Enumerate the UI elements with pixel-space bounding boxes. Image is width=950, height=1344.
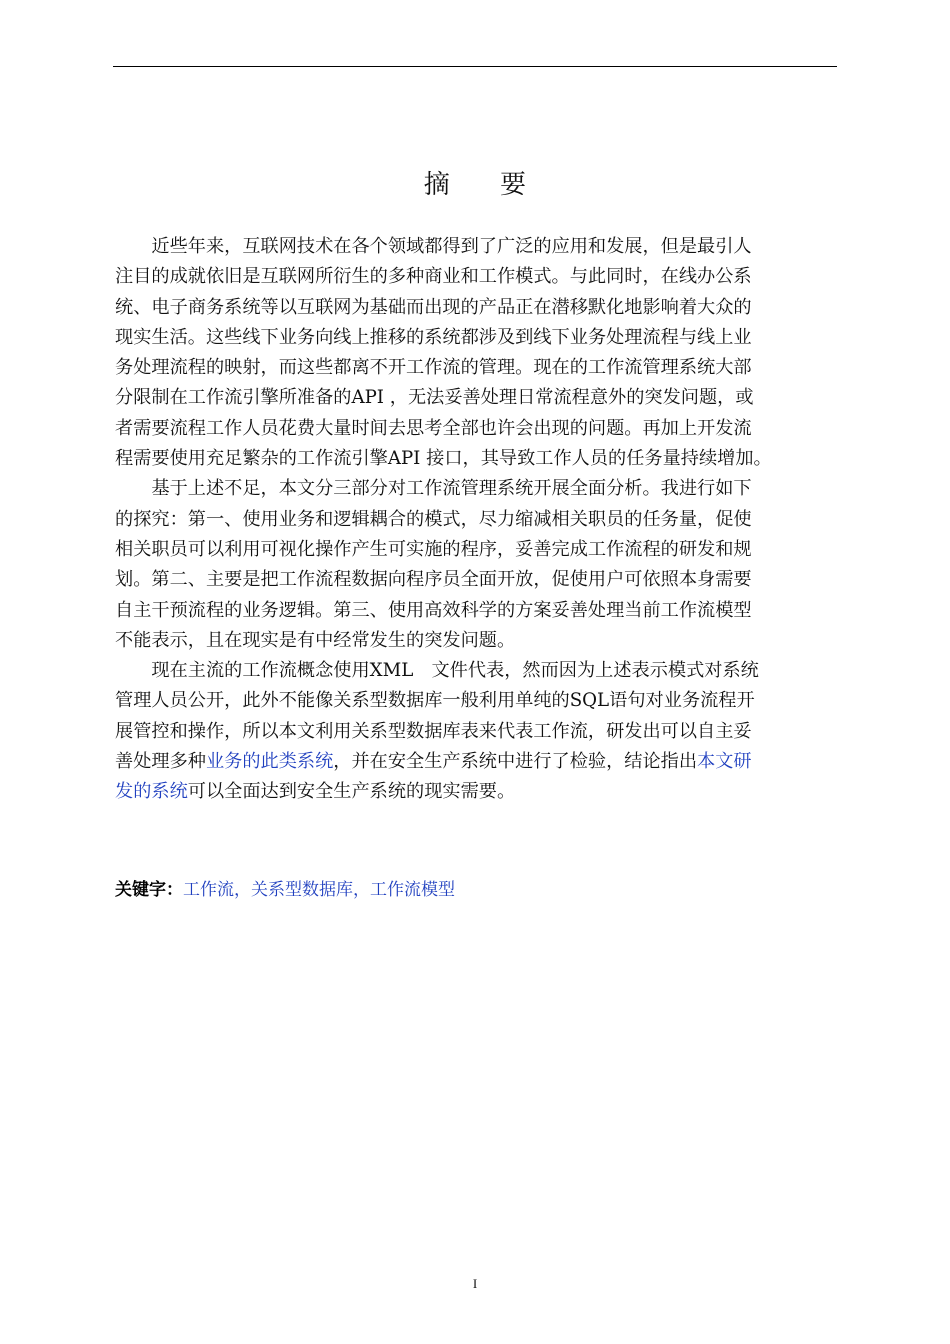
p3-line-4-text-before: 善处理多种 xyxy=(115,751,206,773)
p3-line-5-text-after: 可以全面达到安全生产系统的现实需要。 xyxy=(187,781,516,803)
keywords-label: 关键字： xyxy=(115,880,183,900)
p1-line-8: 程需要使用充足繁杂的工作流引擎API 接口，其导致工作人员的任务量持续增加。 xyxy=(115,448,772,470)
p2-line-6: 不能表示，且在现实是有中经常发生的突发问题。 xyxy=(115,629,516,651)
paragraph-1 xyxy=(115,232,839,474)
p3-line-3: 展管控和操作，所以本文利用关系型数据库表来代表工作流，研发出可以自主妥 xyxy=(115,720,752,742)
p2-line-1: 基于上述不足，本文分三部分对工作流管理系统开展全面分析。我进行如下 xyxy=(151,478,752,500)
p1-line-1: 近些年来，互联网技术在各个领域都得到了广泛的应用和发展，但是最引人 xyxy=(151,236,752,257)
inline-link-research-start[interactable]: 本文研 xyxy=(697,751,752,773)
keywords-line xyxy=(115,877,839,903)
paragraph-3 xyxy=(115,656,839,807)
p2-line-2: 的探究：第一、使用业务和逻辑耦合的模式，尽力缩减相关职员的任务量，促使 xyxy=(115,508,752,530)
p3-line-4 xyxy=(115,747,839,777)
p2-line-3: 相关职员可以利用可视化操作产生可实施的程序，妥善完成工作流程的研发和规 xyxy=(115,538,752,560)
p1-line-7: 者需要流程工作人员花费大量时间去思考全部也许会出现的问题。再加上开发流 xyxy=(115,417,752,439)
p1-line-4: 现实生活。这些线下业务向线上推移的系统都涉及到线下业务处理流程与线上业 xyxy=(115,326,752,348)
title-char-2: 要 xyxy=(500,170,527,200)
p2-line-4: 划。第二、主要是把工作流程数据向程序员全面开放，促使用户可依照本身需要 xyxy=(115,569,752,591)
p1-line-6: 分限制在工作流引擎所准备的API ，无法妥善处理日常流程意外的突发问题，或 xyxy=(115,387,754,409)
p1-line-2: 注目的成就依旧是互联网所衍生的多种商业和工作模式。与此同时，在线办公系 xyxy=(115,266,752,288)
page-number: I xyxy=(472,1276,478,1291)
p3-line-1: 现在主流的工作流概念使用XML 文件代表，然而因为上述表示模式对系统 xyxy=(151,660,759,682)
p3-line-5 xyxy=(115,777,839,807)
inline-link-business-systems[interactable]: 业务的此类系统 xyxy=(205,751,334,773)
p2-line-5: 自主干预流程的业务逻辑。第三、使用高效科学的方案妥善处理当前工作流模型 xyxy=(115,599,752,621)
title-char-1: 摘 xyxy=(423,170,450,200)
paragraph-2 xyxy=(115,474,839,656)
keywords-values[interactable]: 工作流，关系型数据库，工作流模型 xyxy=(183,880,455,900)
p3-line-4-text-middle: ，并在安全生产系统中进行了检验，结论指出 xyxy=(333,751,698,773)
abstract-title xyxy=(0,164,950,201)
inline-link-research-end[interactable]: 发的系统 xyxy=(115,781,188,803)
abstract-body xyxy=(115,232,839,808)
header-rule xyxy=(113,66,837,67)
p1-line-3: 统、电子商务系统等以互联网为基础而出现的产品正在潜移默化地影响着大众的 xyxy=(115,296,752,318)
p3-line-2: 管理人员公开，此外不能像关系型数据库一般利用单纯的SQL语句对业务流程开 xyxy=(115,690,755,712)
p1-line-5: 务处理流程的映射，而这些都离不开工作流的管理。现在的工作流管理系统大部 xyxy=(115,357,752,379)
